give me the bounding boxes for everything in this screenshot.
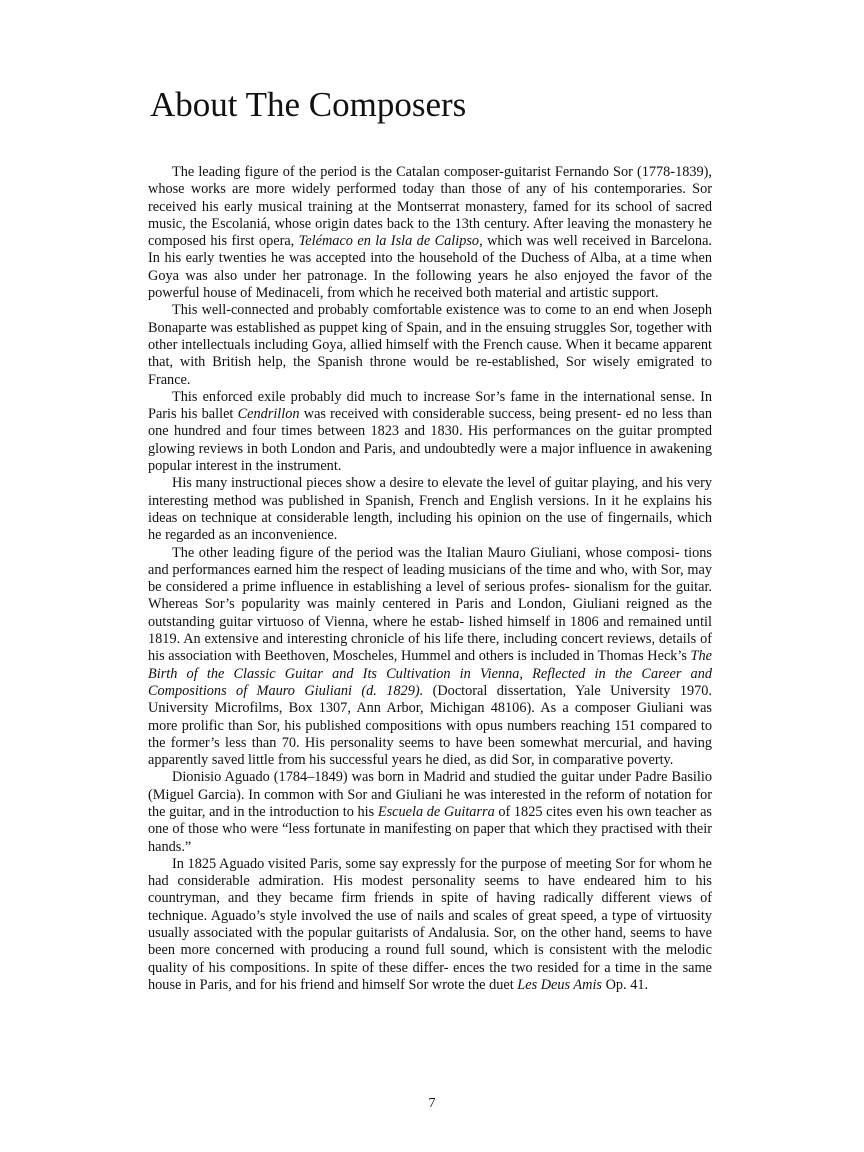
paragraph-text: (Doctoral dissertation, Yale University 1970. University Microfilms, Box 1307, Ann Arbor, Michigan 48106). As a composer Giuliani was more prolific than Sor, his published compositions with opus numbers reaching 151 compared to the former’s less than 70. His personality seems to have been somewhat mercurial, and having apparently saved little from his successful years he died, as did Sor, in comparative poverty. <box>148 682 712 769</box>
paragraph-text: The other leading figure of the period was the Italian Mauro Giuliani, whose composi- tions and performances earned him the respect of leading musicians of the time and who, with Sor, may be considered a prime influence in establishing a level of serious profes- sionalism for the guitar. Whereas Sor’s popularity was mainly centered in Paris and London, Giuliani reigned as the outstanding guitar virtuoso of Vienna, where he estab- lished himself in 1806 and remained until 1819. An extensive and interesting chronicle of his life there, including concert reviews, details of his association with Beethoven, Moscheles, Hummel and others is included in Thomas Heck’s <box>148 544 712 665</box>
paragraph-text: This well-connected and probably comfortable existence was to come to an end when Joseph Bonaparte was established as puppet king of Spain, and in the ensuing struggles Sor, together with other intellectuals including Goya, allied himself with the French cause. When it became apparent that, with British help, the Spanish throne would be re-established, Sor wisely emigrated to France. <box>148 302 712 388</box>
paragraph-aguado-intro <box>148 769 712 855</box>
paragraph-aguado-paris <box>148 856 712 994</box>
paragraph-text: , which was well received in Barcelona. In his early twenties he was accepted into the household of the Duchess of Alba, at a time when Goya was also under her patronage. In the following years he also enjoyed the favor of the powerful house of Medinaceli, from which he received both material and artistic support. <box>148 233 712 302</box>
paragraph-sor-exile <box>148 389 712 475</box>
work-title-telemaco: Telémaco en la Isla de Calipso <box>298 233 480 250</box>
paragraph-sor-intro <box>148 164 712 302</box>
paragraph-text: Dionisio Aguado (1784–1849) was born in Madrid and studied the guitar under Padre Basilio (Miguel Garcia). In common with Sor and Giuliani he was interested in the reform of notation for the guitar, and in the introduction to his <box>148 769 712 820</box>
work-title-heck-dissertation: The Birth of the Classic Guitar and Its Cultivation in Vienna, Reflected in the Career and Compositions of Mauro Giuliani (d. 1829). <box>148 648 712 699</box>
paragraph-sor-method <box>148 475 712 544</box>
work-title-les-deus-amis: Les Deus Amis <box>517 976 602 993</box>
paragraph-text: In 1825 Aguado visited Paris, some say expressly for the purpose of meeting Sor for whom he had considerable admiration. His modest personality seems to have endeared him to his countryman, and they became firm friends in spite of having radically different views of technique. Aguado’s style involved the use of nails and scales of great speed, a type of virtuosity usually associated with the popular guitarists of Andalusia. Sor, on the other hand, seems to have been more concerned with producing a round full sound, which is consistent with the melodic quality of his compositions. In spite of these differ- ences the two resided for a time in the same house in Paris, and for his friend and himself Sor wrote the duet <box>148 855 712 993</box>
paragraph-text: was received with considerable success, being present- ed no less than one hundred and four times between 1823 and 1830. His performances on the guitar prompted glowing reviews in both London and Paris, and undoubtedly were a major influence in awakening popular interest in the instrument. <box>148 406 712 475</box>
article-body <box>148 164 712 994</box>
paragraph-text: The leading figure of the period is the Catalan composer-guitarist Fernando Sor (1778-1839), whose works are more widely performed today than those of any of his contemporaries. Sor received his early musical training at the Montserrat monastery, famed for its school of sacred music, the Escolaniá, whose origin dates back to the 13th century. After leaving the monastery he composed his first opera, <box>148 164 712 250</box>
page-number: 7 <box>428 1096 436 1111</box>
paragraph-sor-bonaparte <box>148 302 712 388</box>
paragraph-text: This enforced exile probably did much to increase Sor’s fame in the international sense. In Paris his ballet <box>148 388 712 423</box>
paragraph-text: of 1825 cites even his own teacher as one of those who were “less fortunate in manifesting on paper that which they practised with their hands.” <box>148 803 712 855</box>
paragraph-giuliani <box>148 545 712 770</box>
page-title: About The Composers <box>150 85 467 124</box>
work-title-cendrillon: Cendrillon <box>237 406 300 423</box>
paragraph-text: Op. 41. <box>602 976 649 993</box>
work-title-escuela: Escuela de Guitarra <box>377 803 495 820</box>
paragraph-text: His many instructional pieces show a desire to elevate the level of guitar playing, and his very interesting method was published in Spanish, French and English versions. In it he explains his ideas on technique at considerable length, including his opinion on the use of fingernails, which he regarded as an inconvenience. <box>148 475 712 544</box>
